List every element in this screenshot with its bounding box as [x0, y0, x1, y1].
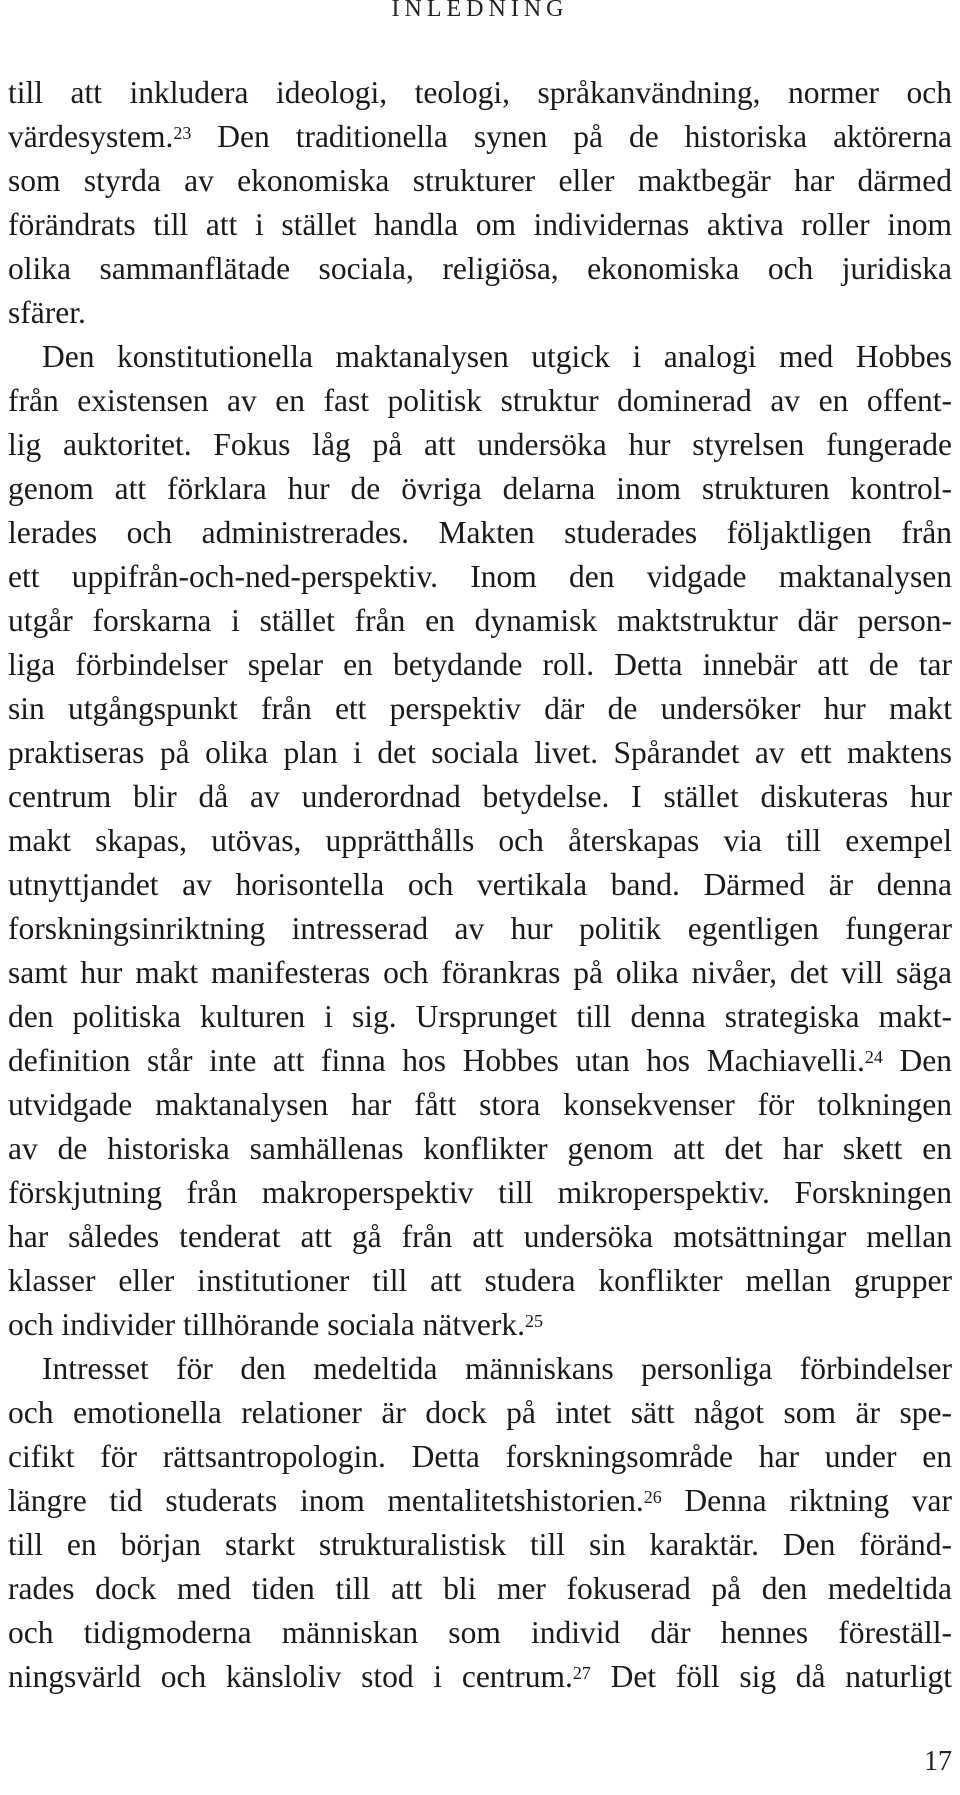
text-line: ett uppifrån-och-ned-perspektiv. Inom den vidgade maktanalysen — [8, 559, 952, 594]
text-line: definition står inte att finna hos Hobbes utan hos Machiavelli.$^{24}$ Den — [8, 1043, 952, 1078]
text-line: sfärer. — [8, 295, 86, 330]
text-line: och individer tillhörande sociala nätverk.$^{25}$ — [8, 1307, 543, 1342]
text-line: centrum blir då av underordnad betydelse. I stället diskuteras hur — [8, 779, 952, 814]
footnote-ref[interactable]: 24 — [864, 1047, 883, 1067]
text-line: längre tid studerats inom mentalitetshistorien.$^{26}$ Denna riktning var — [8, 1483, 952, 1518]
text-line: samt hur makt manifesteras och förankras på olika nivåer, det vill säga — [8, 955, 952, 990]
text-line: genom att förklara hur de övriga delarna inom strukturen kontrol- — [8, 471, 952, 506]
text-line: förändrats till att i stället handla om individernas aktiva roller inom — [8, 207, 952, 242]
text-line: utvidgade maktanalysen har fått stora konsekvenser för tolkningen — [8, 1087, 952, 1122]
text-line: ningsvärld och känsloliv stod i centrum.$^{27}$ Det föll sig då naturligt — [8, 1659, 952, 1694]
text-line: som styrda av ekonomiska strukturer eller maktbegär har därmed — [8, 163, 952, 198]
text-line: forskningsinriktning intresserad av hur politik egentligen fungerar — [8, 911, 952, 946]
text-line: utgår forskarna i stället från en dynamisk maktstruktur där person- — [8, 603, 952, 638]
footnote-ref[interactable]: 25 — [524, 1311, 543, 1331]
text-line: utnyttjandet av horisontella och vertikala band. Därmed är denna — [8, 867, 952, 902]
text-line: Den konstitutionella maktanalysen utgick i analogi med Hobbes — [42, 339, 952, 374]
text-line: makt skapas, utövas, upprätthålls och återskapas via till exempel — [8, 823, 952, 858]
text-line: den politiska kulturen i sig. Ursprunget till denna strategiska makt- — [8, 999, 952, 1034]
running-header: INLEDNING — [391, 0, 569, 22]
footnote-ref[interactable]: 23 — [173, 123, 192, 143]
text-line: har således tenderat att gå från att undersöka motsättningar mellan — [8, 1219, 952, 1254]
text-line: förskjutning från makroperspektiv till mikroperspektiv. Forskningen — [8, 1175, 952, 1210]
footnote-ref[interactable]: 27 — [572, 1663, 591, 1683]
text-line: av de historiska samhällenas konflikter genom att det har skett en — [8, 1131, 952, 1166]
text-line: liga förbindelser spelar en betydande roll. Detta innebär att de tar — [8, 647, 952, 682]
text-line: sin utgångspunkt från ett perspektiv där de undersöker hur makt — [8, 691, 952, 726]
text-line: klasser eller institutioner till att studera konflikter mellan grupper — [8, 1263, 952, 1298]
text-line: och emotionella relationer är dock på intet sätt något som är spe- — [8, 1395, 952, 1430]
text-line: Intresset för den medeltida människans personliga förbindelser — [42, 1351, 952, 1386]
text-line: och tidigmoderna människan som individ där hennes föreställ- — [8, 1615, 952, 1650]
text-line: till en början starkt strukturalistisk till sin karaktär. Den föränd- — [8, 1527, 952, 1562]
footnote-ref[interactable]: 26 — [643, 1487, 662, 1507]
text-line: praktiseras på olika plan i det sociala livet. Spårandet av ett maktens — [8, 735, 952, 770]
text-line: värdesystem.$^{23}$ Den traditionella synen på de historiska aktörerna — [8, 119, 952, 154]
text-line: till att inkludera ideologi, teologi, språkanvändning, normer och — [8, 75, 952, 110]
text-line: cifikt för rättsantropologin. Detta forskningsområde har under en — [8, 1439, 952, 1474]
text-line: olika sammanflätade sociala, religiösa, ekonomiska och juridiska — [8, 251, 952, 286]
text-line: från existensen av en fast politisk struktur dominerad av en offent- — [8, 383, 952, 418]
text-line: rades dock med tiden till att bli mer fokuserad på den medeltida — [8, 1571, 952, 1606]
page-number: 17 — [924, 1746, 952, 1777]
text-line: lig auktoritet. Fokus låg på att undersöka hur styrelsen fungerade — [8, 427, 952, 462]
text-line: lerades och administrerades. Makten studerades följaktligen från — [8, 515, 952, 550]
